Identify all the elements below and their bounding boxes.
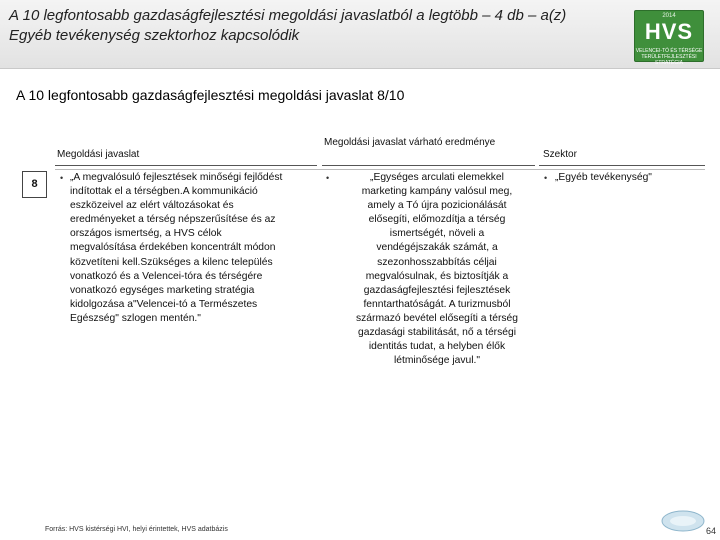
sector-text: „Egyéb tevékenység" <box>555 172 652 183</box>
header-title: A 10 legfontosabb gazdaságfejlesztési megoldási javaslatból a legtöbb – 4 db – a(z) Egyéb tevékenység szektorhoz kapcsolódik <box>9 7 567 44</box>
row-number: 8 <box>22 171 47 198</box>
header-sector: Szektor <box>543 149 577 160</box>
section-title: A 10 legfontosabb gazdaságfejlesztési megoldási javaslat 8/10 <box>16 87 405 103</box>
solution-text: „A megvalósuló fejlesztések minőségi fejlődést indítottak el a térségben.A kommunikáció eszközeivel az elért változásokat és eredményeket a térség népszerűsítése és az országos ismertség, a HVS célok megvalósítása érdekében koncentrált módon közvetíteni kell.Szükséges a kilenc település vonatkozó és a Velencei-tóra és térségére vonatkozó egységes marketing stratégia kidolgozása a"Velencei-tó a Természetes Egészség" szlogen mentén." <box>70 172 283 324</box>
header-rule-sector <box>539 165 705 166</box>
bullet-icon: • <box>544 173 548 183</box>
header-expected-result: Megoldási javaslat várható eredménye <box>324 137 496 148</box>
header-bar <box>0 0 720 69</box>
page-number: 64 <box>706 526 717 536</box>
bullet-icon: • <box>60 173 64 183</box>
corner-logo-icon <box>660 508 706 534</box>
header-rule-solution <box>55 165 317 166</box>
source-note: Forrás: HVS kistérségi HVI, helyi érintettek, HVS adatbázis <box>45 526 228 533</box>
logo-subtitle: VELENCEI-TÓ ÉS TÉRSÉGE TERÜLETFEJLESZTÉSI STRATÉGIA <box>635 48 703 66</box>
header-rule-result <box>322 165 535 166</box>
row-divider <box>55 169 705 170</box>
hvs-logo <box>634 10 704 66</box>
logo-text: HVS <box>644 19 694 44</box>
bullet-icon: • <box>326 173 330 183</box>
logo-year: 2014 <box>662 13 676 19</box>
expected-result-text: „Egységes arculati elemekkel marketing kampány valósul meg, amely a Tó újra pozicionálását elősegíti, előmozdítja a térség ismertségét, növeli a vendégéjszakák számát, a szezonhosszabbítás céljai megvalósulnak, és biztosítják a gazdaságfejlesztési fejlesztések fenntarthatóságát. A turizmusból származó bevétel elősegíti a térség gazdasági stabilitását, nő a térségi identitás tudat, a helyben élők létminősége javul." <box>356 172 518 367</box>
header-solution: Megoldási javaslat <box>57 149 140 160</box>
